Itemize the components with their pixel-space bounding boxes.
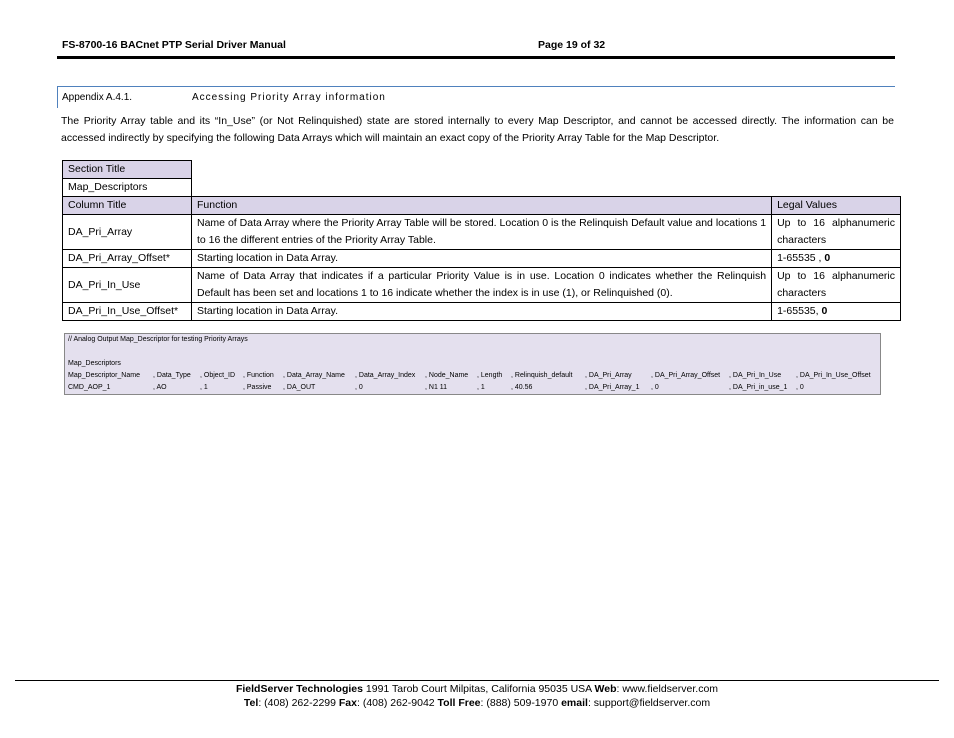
- legal-range: 1-65535 ,: [777, 252, 822, 264]
- header-column-title: Column Title: [63, 197, 192, 215]
- example-blank-line: [68, 346, 880, 358]
- tollfree-label: Toll Free: [437, 697, 481, 709]
- example-cell: , 0: [796, 384, 804, 391]
- example-cell: Map_Descriptor_Name: [68, 372, 140, 379]
- tel-label: Tel: [243, 697, 259, 709]
- web-label: Web: [594, 683, 617, 695]
- tollfree-number: : (888) 509-1970: [480, 697, 562, 709]
- example-cell: , AO: [153, 384, 167, 391]
- page-footer: [0, 682, 954, 710]
- example-cell: CMD_AOP_1: [68, 384, 111, 391]
- example-cell: , Length: [477, 372, 503, 379]
- intro-paragraph: The Priority Array table and its “In_Use” (or Not Relinquished) state are stored internally to every Map Descriptor, and cannot be accessed directly. The information can be accessed indirectly by specifying the following Data Arrays which will maintain an exact copy of the Priority Array Table for the Map Descriptor.: [61, 115, 894, 144]
- row-legal-values: [772, 303, 901, 321]
- table-header-row: [63, 197, 901, 215]
- example-cell: , Data_Array_Name: [283, 372, 345, 379]
- section-title-value: Map_Descriptors: [63, 179, 192, 197]
- tel-number: : (408) 262-2299: [258, 697, 339, 709]
- row-legal-values: [772, 250, 901, 268]
- section-value-row: [63, 179, 901, 197]
- example-section-text: Map_Descriptors: [68, 360, 121, 367]
- footer-divider: [15, 680, 939, 681]
- page-number: Page 19 of 32: [538, 39, 606, 51]
- web-address: : www.fieldserver.com: [616, 683, 719, 695]
- default-value: 0: [821, 305, 828, 317]
- example-comment: [68, 334, 880, 346]
- row-function: Starting location in Data Array.: [191, 303, 771, 321]
- example-cell: , 0: [651, 384, 659, 391]
- email-address: : support@fieldserver.com: [587, 697, 711, 709]
- row-column-title: DA_Pri_In_Use: [63, 268, 192, 303]
- section-title-row: [63, 161, 901, 179]
- empty-cell: [191, 179, 900, 197]
- example-comment-text: // Analog Output Map_Descriptor for testing Priority Arrays: [68, 336, 248, 343]
- row-column-title: DA_Pri_Array: [63, 215, 192, 250]
- table-row: [63, 303, 901, 321]
- email-label: email: [561, 697, 588, 709]
- row-column-title: DA_Pri_In_Use_Offset*: [63, 303, 192, 321]
- priority-array-parameter-table: [62, 160, 901, 321]
- table-row: [63, 268, 901, 303]
- example-cell: , Passive: [243, 384, 272, 391]
- fax-number: : (408) 262-9042: [356, 697, 438, 709]
- row-column-title: DA_Pri_Array_Offset*: [63, 250, 192, 268]
- fax-label: Fax: [338, 697, 357, 709]
- example-header-line: [68, 370, 880, 382]
- section-heading: [57, 86, 895, 108]
- legal-range: 1-65535,: [777, 305, 819, 317]
- example-data-line: [68, 382, 880, 394]
- footer-line-2: [0, 696, 954, 710]
- default-value: 0: [824, 252, 831, 264]
- section-title: Accessing Priority Array information: [192, 92, 386, 103]
- header-function: Function: [191, 197, 771, 215]
- example-cell: , DA_Pri_Array: [585, 372, 632, 379]
- section-title-label: Section Title: [63, 161, 192, 179]
- example-cell: , DA_Pri_In_Use: [729, 372, 782, 379]
- manual-title: FS-8700-16 BACnet PTP Serial Driver Manual: [62, 39, 286, 51]
- section-number: Appendix A.4.1.: [62, 92, 133, 103]
- example-cell: , DA_Pri_In_Use_Offset: [796, 372, 871, 379]
- table-row: [63, 250, 901, 268]
- row-legal-values: Up to 16 alphanumeric characters: [772, 268, 901, 303]
- example-cell: , Object_ID: [200, 372, 236, 379]
- company-address: 1991 Tarob Court Milpitas, California 95035 USA: [362, 683, 595, 695]
- company-name: FieldServer Technologies: [235, 683, 363, 695]
- row-legal-values: Up to 16 alphanumeric characters: [772, 215, 901, 250]
- example-cell: , DA_Pri_in_use_1: [729, 384, 788, 391]
- table-row: [63, 215, 901, 250]
- header-divider: [57, 56, 895, 59]
- example-cell: , N1 11: [425, 384, 448, 391]
- example-cell: , Node_Name: [425, 372, 469, 379]
- example-cell: , 0: [355, 384, 363, 391]
- example-cell: , Data_Array_Index: [355, 372, 416, 379]
- row-function: Name of Data Array that indicates if a particular Priority Value is in use. Location 0 indicates whether the Relinquish Default has been set and locations 1 to 16 indicate whether the index is in use (1), or Relinquished (0).: [191, 268, 771, 303]
- header-legal-values: Legal Values: [772, 197, 901, 215]
- config-example-box: [64, 333, 881, 395]
- example-section: [68, 358, 880, 370]
- example-cell: , Data_Type: [153, 372, 191, 379]
- example-cell: , Relinquish_default: [511, 372, 573, 379]
- example-cell: , DA_Pri_Array_1: [585, 384, 640, 391]
- example-cell: , DA_Pri_Array_Offset: [651, 372, 721, 379]
- example-cell: , 1: [477, 384, 485, 391]
- row-function: Starting location in Data Array.: [191, 250, 771, 268]
- row-function: Name of Data Array where the Priority Array Table will be stored. Location 0 is the Relinquish Default value and locations 1 to 16 the different entries of the Priority Array Table.: [191, 215, 771, 250]
- example-cell: , DA_OUT: [283, 384, 316, 391]
- example-cell: , 1: [200, 384, 208, 391]
- example-cell: , 40.56: [511, 384, 533, 391]
- example-cell: , Function: [243, 372, 274, 379]
- footer-line-1: [0, 682, 954, 696]
- empty-cell: [191, 161, 900, 179]
